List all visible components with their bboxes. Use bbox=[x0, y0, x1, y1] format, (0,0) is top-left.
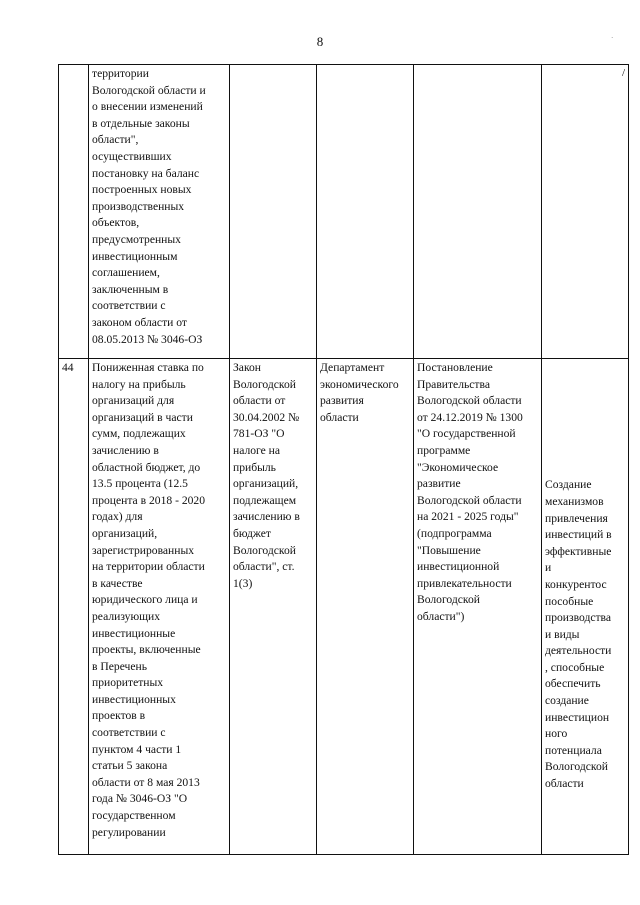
table-row bbox=[59, 65, 629, 359]
table-row bbox=[59, 359, 629, 855]
corner-mark: · bbox=[611, 34, 614, 42]
top-right-mark: / bbox=[621, 67, 625, 79]
law-reference-cell bbox=[230, 65, 317, 359]
page-number: 8 bbox=[316, 34, 324, 49]
program-cell bbox=[414, 65, 542, 359]
department-cell: Департамент экономического развития области bbox=[317, 359, 414, 855]
row-number-cell bbox=[59, 65, 89, 359]
benefit-description-cell: территории Вологодской области и о внесении изменений в отдельные законы области", осуществивших постановку на баланс построенных новых производственных объектов, предусмотренных инвестиционным соглашением, заключенным в соответствии с законом области от 08.05.2013 № 3046-ОЗ bbox=[89, 65, 230, 359]
program-cell: Постановление Правительства Вологодской области от 24.12.2019 № 1300 "О государственной программе "Экономическое развитие Вологодской области на 2021 - 2025 годы" (подпрограмма "Повышение инвестиционной привлекательности Вологодской области") bbox=[414, 359, 542, 855]
benefit-description-cell: Пониженная ставка по налогу на прибыль организаций для организаций в части сумм, подлежащих зачислению в областной бюджет, до 13.5 процента (12.5 процента в 2018 - 2020 годах) для организаций, зарегистрированных на территории области в качестве юридического лица и реализующих инвестиционные проекты, включенные в Перечень приоритетных инвестиционных проектов в соответствии с пунктом 4 части 1 статьи 5 закона области от 8 мая 2013 года № 3046-ОЗ "О государственном регулировании bbox=[89, 359, 230, 855]
benefits-table bbox=[58, 64, 629, 855]
department-cell bbox=[317, 65, 414, 359]
goal-cell bbox=[542, 65, 629, 359]
law-reference-cell: Закон Вологодской области от 30.04.2002 № 781-ОЗ "О налоге на прибыль организаций, подлежащем зачислению в бюджет Вологодской области", ст. 1(3) bbox=[230, 359, 317, 855]
goal-cell: Создание механизмов привлечения инвестиций в эффективные и конкурентос пособные производства и виды деятельности , способные обеспечить создание инвестицион ного потенциала Вологодской области bbox=[542, 359, 629, 855]
row-number-cell: 44 bbox=[59, 359, 89, 855]
